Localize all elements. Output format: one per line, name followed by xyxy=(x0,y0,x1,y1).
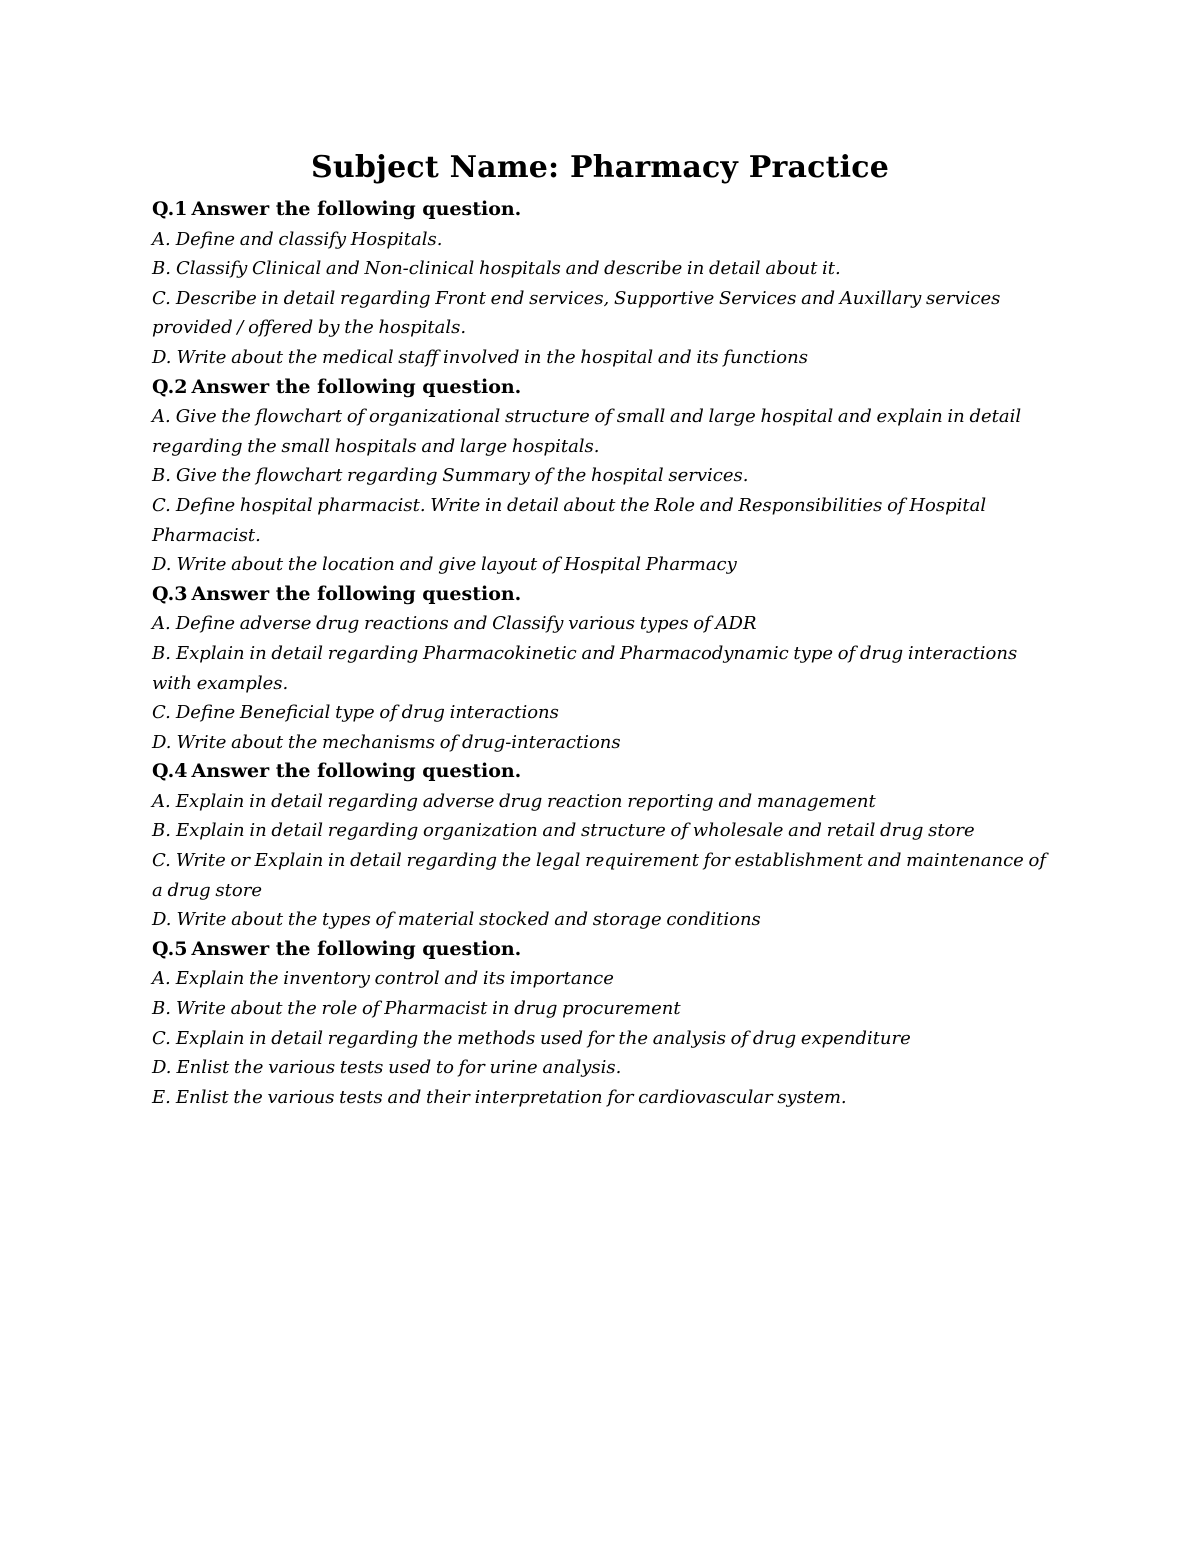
item-label: C. xyxy=(152,287,171,309)
item-label: D. xyxy=(152,346,172,368)
question-heading-text: Answer the following question. xyxy=(191,582,522,605)
item-label: A. xyxy=(152,406,171,428)
list-item xyxy=(152,787,1052,817)
list-item xyxy=(152,728,1052,758)
item-text: Write about the mechanisms of drug-interactions xyxy=(176,731,621,753)
list-item xyxy=(152,846,1052,905)
question-section xyxy=(152,195,1052,373)
question-heading-text: Answer the following question. xyxy=(191,760,522,783)
item-text: Define hospital pharmacist. Write in detail about the Role and Responsibilities of Hospital Pharmacist. xyxy=(152,494,987,546)
list-item xyxy=(152,1083,1052,1113)
list-item xyxy=(152,254,1052,284)
item-label: B. xyxy=(152,642,171,664)
item-label: A. xyxy=(152,613,171,635)
item-text: Explain in detail regarding organization and structure of wholesale and retail drug store xyxy=(175,820,975,842)
item-text: Classify Clinical and Non-clinical hospitals and describe in detail about it. xyxy=(175,258,841,280)
question-section xyxy=(152,757,1052,935)
list-item xyxy=(152,698,1052,728)
question-number: Q.5 xyxy=(152,937,188,960)
item-label: A. xyxy=(152,968,171,990)
list-item xyxy=(152,461,1052,491)
item-text: Give the flowchart of organizational structure of small and large hospital and explain in detail regarding the small hospitals and large hospitals. xyxy=(152,406,1022,457)
item-text: Write about the medical staff involved in the hospital and its functions xyxy=(176,346,808,368)
item-text: Describe in detail regarding Front end services, Supportive Services and Auxillary services provided / offered by the hospitals. xyxy=(152,287,1001,339)
item-label: C. xyxy=(152,1027,171,1049)
item-label: B. xyxy=(152,465,171,487)
list-item xyxy=(152,905,1052,935)
item-text: Write about the location and give layout of Hospital Pharmacy xyxy=(176,554,737,576)
item-text: Write about the role of Pharmacist in drug procurement xyxy=(175,998,681,1020)
item-label: B. xyxy=(152,998,171,1020)
item-text: Enlist the various tests and their interpretation for cardiovascular system. xyxy=(175,1086,847,1108)
item-label: B. xyxy=(152,258,171,280)
question-heading xyxy=(152,373,1052,403)
question-heading xyxy=(152,195,1052,225)
item-text: Write about the types of material stocked and storage conditions xyxy=(176,909,761,931)
item-label: B. xyxy=(152,820,171,842)
question-number: Q.2 xyxy=(152,375,188,398)
item-text: Define and classify Hospitals. xyxy=(175,228,443,250)
list-item xyxy=(152,609,1052,639)
item-text: Define Beneficial type of drug interactions xyxy=(175,702,559,724)
item-label: C. xyxy=(152,494,171,516)
list-item xyxy=(152,343,1052,373)
item-label: D. xyxy=(152,909,172,931)
question-number: Q.4 xyxy=(152,760,188,783)
item-label: C. xyxy=(152,702,171,724)
item-label: A. xyxy=(152,790,171,812)
list-item xyxy=(152,284,1052,343)
item-text: Explain the inventory control and its importance xyxy=(175,968,614,990)
item-label: A. xyxy=(152,228,171,250)
item-label: D. xyxy=(152,1057,172,1079)
list-item xyxy=(152,994,1052,1024)
question-section xyxy=(152,580,1052,758)
item-text: Write or Explain in detail regarding the legal requirement for establishment and maintenance of a drug store xyxy=(152,850,1047,901)
question-list xyxy=(152,195,1052,1112)
question-number: Q.1 xyxy=(152,198,188,220)
list-item xyxy=(152,964,1052,994)
question-heading-text: Answer the following question. xyxy=(191,375,522,398)
question-section xyxy=(152,935,1052,1113)
question-section xyxy=(152,373,1052,580)
question-heading-text: Answer the following question. xyxy=(191,198,522,220)
item-text: Enlist the various tests used to for urine analysis. xyxy=(176,1057,622,1079)
list-item xyxy=(152,550,1052,580)
item-label: E. xyxy=(152,1086,171,1108)
item-text: Explain in detail regarding the methods used for the analysis of drug expenditure xyxy=(175,1027,911,1049)
question-heading xyxy=(152,757,1052,787)
item-text: Explain in detail regarding Pharmacokinetic and Pharmacodynamic type of drug interactions with examples. xyxy=(152,642,1018,694)
question-heading-text: Answer the following question. xyxy=(191,937,522,960)
list-item xyxy=(152,1053,1052,1083)
list-item xyxy=(152,816,1052,846)
list-item xyxy=(152,225,1052,255)
question-heading xyxy=(152,580,1052,610)
question-number: Q.3 xyxy=(152,582,188,605)
item-text: Give the flowchart regarding Summary of the hospital services. xyxy=(175,465,749,487)
item-text: Define adverse drug reactions and Classify various types of ADR xyxy=(175,613,757,635)
page-title: Subject Name: Pharmacy Practice xyxy=(311,150,889,185)
list-item xyxy=(152,491,1052,550)
item-text: Explain in detail regarding adverse drug reaction reporting and management xyxy=(175,790,876,812)
list-item xyxy=(152,639,1052,698)
question-heading xyxy=(152,935,1052,965)
list-item xyxy=(152,1024,1052,1054)
item-label: D. xyxy=(152,731,172,753)
item-label: C. xyxy=(152,850,171,872)
item-label: D. xyxy=(152,554,172,576)
list-item xyxy=(152,402,1052,461)
